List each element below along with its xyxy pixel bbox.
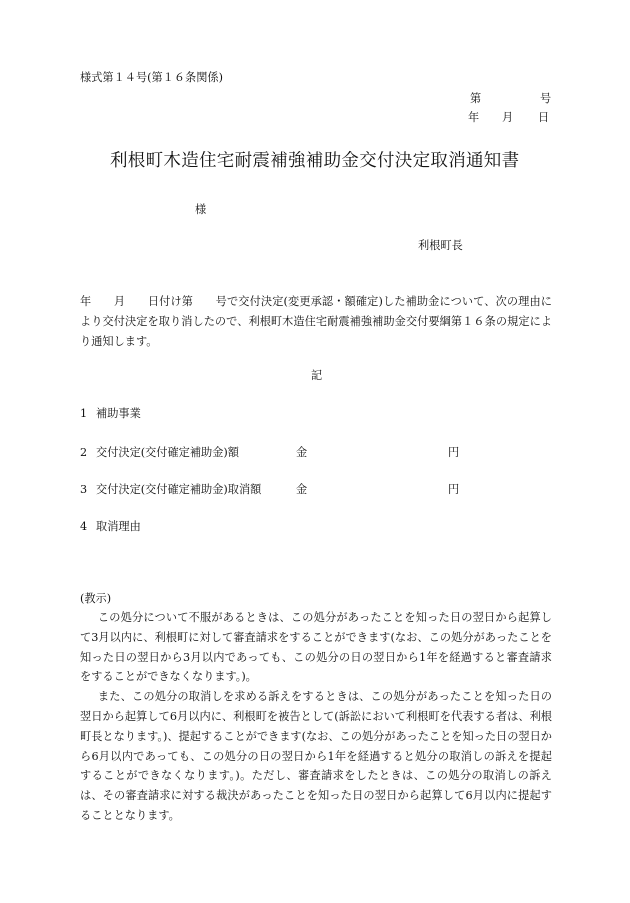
page-title: 利根町木造住宅耐震補強補助金交付決定取消通知書 bbox=[110, 151, 520, 171]
kin-label: 金 bbox=[296, 446, 308, 459]
instruction-paragraph-2: また、この処分の取消しを求める訴えをするときは、この処分があったことを知った日の翌日から起算して6月以内に、利根町を被告として(訴訟において利根町を代表する者は、利根町長となります。)、提起することができます(なお、この処分があったことを知った日の翌日から6月以内であっても、この処分の日の翌日から1年を経過すると処分の取消しの訴えを提起することができなくなります。)。ただし、審査請求をしたときは、この処分の取消しの訴えは、その審査請求に対する裁決があったことを知った日の翌日から起算して6月以内に提起することとなります。 bbox=[80, 690, 552, 822]
form-number: 様式第１４号(第１６条関係) bbox=[80, 71, 223, 84]
item-label-subsidy-project: 補助事業 bbox=[96, 407, 141, 420]
item-label-cancel-amount: 交付決定(交付確定補助金)取消額 bbox=[96, 483, 262, 496]
issuer-name: 利根町長 bbox=[418, 239, 463, 252]
item-label-grant-amount: 交付決定(交付確定補助金)額 bbox=[96, 446, 239, 459]
item-label-cancel-reason: 取消理由 bbox=[96, 520, 141, 533]
addressee-suffix: 様 bbox=[195, 203, 207, 216]
kin-label: 金 bbox=[296, 483, 308, 496]
number-prefix: 第 bbox=[470, 92, 482, 105]
item-number: 1 bbox=[80, 407, 88, 420]
yen-label: 円 bbox=[448, 483, 460, 496]
number-suffix: 号 bbox=[540, 92, 552, 105]
date-year: 年 bbox=[468, 111, 480, 124]
item-number: 4 bbox=[80, 520, 88, 533]
yen-label: 円 bbox=[448, 446, 460, 459]
date-month: 月 bbox=[502, 111, 514, 124]
instruction-body bbox=[80, 608, 552, 826]
item-number: 2 bbox=[80, 446, 88, 459]
notice-body: 年 月 日付け第 号で交付決定(変更承認・額確定)した補助金について、次の理由により交付決定を取り消したので、利根町木造住宅耐震補強補助金交付要綱第１６条の規定により通知します。 bbox=[80, 295, 552, 348]
item-number: 3 bbox=[80, 483, 88, 496]
instruction-paragraph-1: この処分について不服があるときは、この処分があったことを知った日の翌日から起算して3月以内に、利根町に対して審査請求をすることができます(なお、この処分があったことを知った日の翌日から3月以内であっても、この処分の日の翌日から1年を経過すると審査請求をすることができなくなります。)。 bbox=[80, 611, 552, 684]
date-day: 日 bbox=[538, 111, 550, 124]
ki-heading: 記 bbox=[311, 369, 323, 382]
instruction-heading: (教示) bbox=[80, 592, 112, 605]
